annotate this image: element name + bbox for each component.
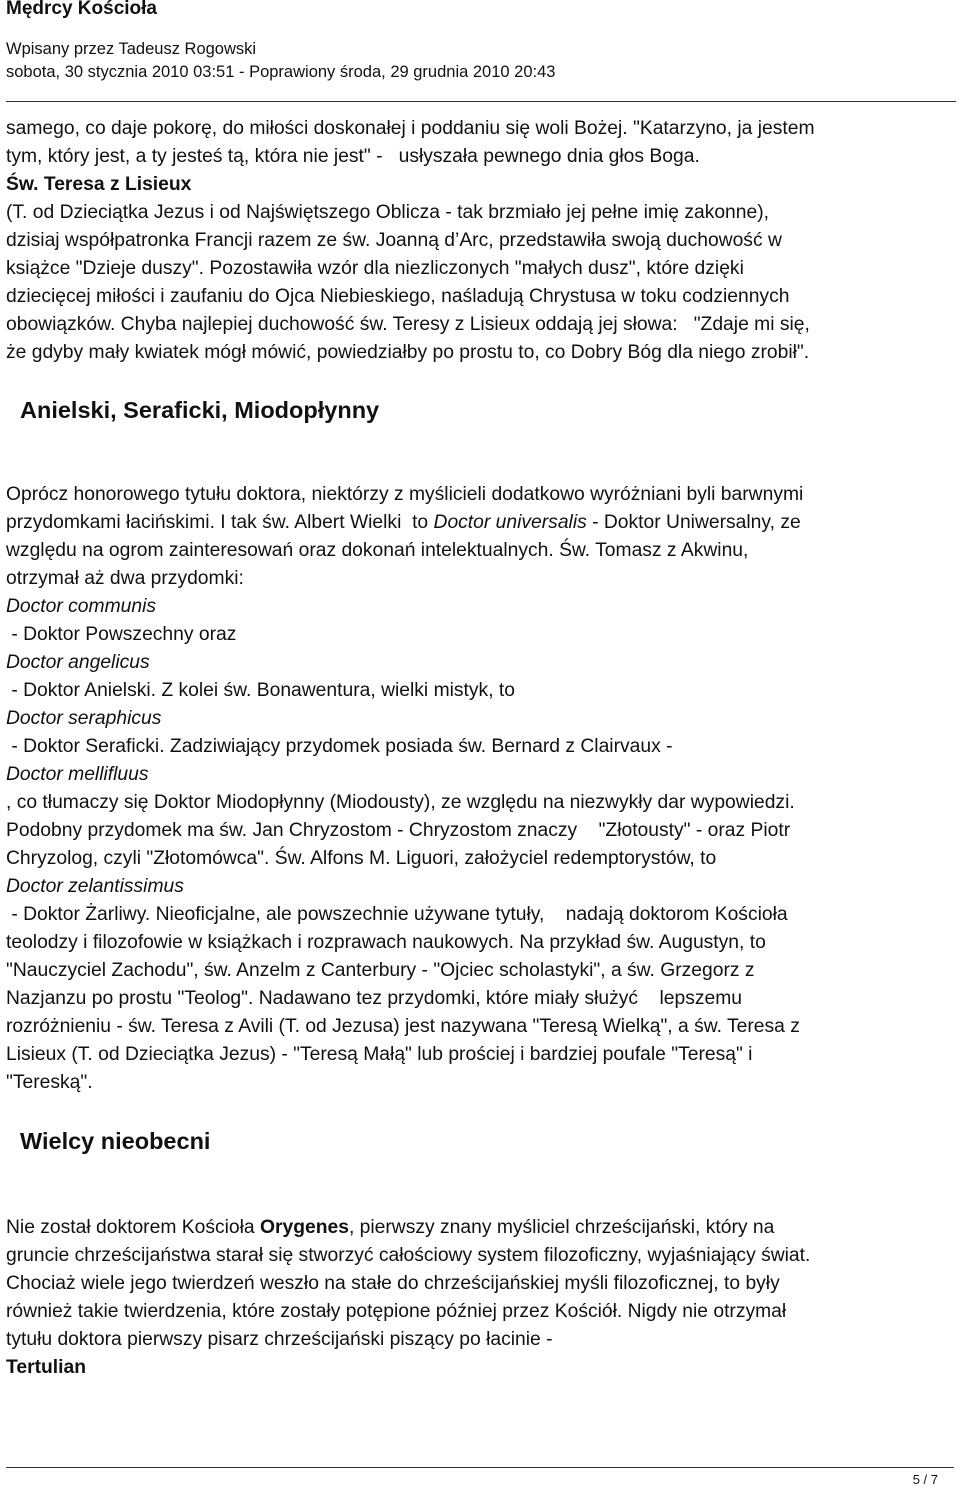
name-bold: Orygenes [259, 1217, 349, 1238]
section-heading: Wielcy nieobecni [20, 1128, 211, 1154]
latin-title: Doctor communis [6, 596, 157, 617]
text-line: - Doktor Anielski. Z kolei św. Bonawentura, wielki mistyk, to [6, 680, 515, 701]
text-run: , pierwszy znany myśliciel chrześcijański, który na [348, 1217, 775, 1238]
dates-line: sobota, 30 stycznia 2010 03:51 - Poprawiony środa, 29 grudnia 2010 20:43 [6, 63, 556, 81]
text-line: również takie twierdzenia, które zostały potępione później przez Kościół. Nigdy nie otrzymał [6, 1301, 787, 1322]
subheading-teresa: Św. Teresa z Lisieux [6, 174, 192, 195]
text-run: - Doktor Uniwersalny, ze [586, 512, 801, 533]
text-line: dziecięcej miłości i zaufaniu do Ojca Niebieskiego, naśladują Chrystusa w toku codziennych [6, 286, 790, 307]
text-line: , co tłumaczy się Doktor Miodopłynny (Miodousty), ze względu na niezwykły dar wypowiedzi. [6, 792, 795, 813]
section-heading: Anielski, Seraficki, Miodopłynny [20, 397, 380, 423]
latin-title: Doctor zelantissimus [6, 876, 184, 897]
text-line: Chryzolog, czyli "Złotomówca". Św. Alfons M. Liguori, założyciel redemptorystów, to [6, 848, 717, 869]
text-line: - Doktor Powszechny oraz [6, 624, 237, 645]
text-line: Lisieux (T. od Dzieciątka Jezus) - "Teresą Małą" lub prościej i bardziej poufale "Teresą" i [6, 1044, 753, 1065]
text-line: rozróżnieniu - św. Teresa z Avili (T. od Jezusa) jest nazywana "Teresą Wielką", a św. Teresa z [6, 1016, 800, 1037]
text-line: "Tereską". [6, 1072, 93, 1093]
latin-title: Doctor mellifluus [6, 764, 149, 785]
text-line: - Doktor Żarliwy. Nieoficjalne, ale powszechnie używane tytuły, nadają doktorom Kościoła [6, 904, 788, 925]
text-line: dzisiaj współpatronka Francji razem ze św. Joanną d’Arc, przedstawiła swoją duchowość w [6, 230, 782, 251]
text-run: Nie został doktorem Kościoła [6, 1217, 260, 1238]
text-line [6, 509, 956, 537]
page-number: 5 / 7 [912, 1472, 938, 1487]
text-line: tytułu doktora pierwszy pisarz chrześcijański piszący po łacinie - [6, 1329, 553, 1350]
text-line: Oprócz honorowego tytułu doktora, niektórzy z myślicieli dodatkowo wyróżniani byli barwnymi [6, 484, 804, 505]
text-line: (T. od Dzieciątka Jezus i od Najświętszego Oblicza - tak brzmiało jej pełne imię zakonne), [6, 202, 770, 223]
latin-title: Doctor angelicus [6, 652, 150, 673]
text-line: obowiązków. Chyba najlepiej duchowość św. Teresy z Lisieux oddają jej słowa: "Zdaje mi się, [6, 314, 810, 335]
latin-title: Doctor seraphicus [6, 708, 162, 729]
document-header [6, 0, 956, 84]
footer-divider [6, 1467, 954, 1468]
text-line: książce "Dzieje duszy". Pozostawiła wzór dla niezliczonych "małych dusz", które dzięki [6, 258, 744, 279]
text-line: teolodzy i filozofowie w książkach i rozprawach naukowych. Na przykład św. Augustyn, to [6, 932, 766, 953]
text-line: tym, który jest, a ty jesteś tą, która nie jest" - usłyszała pewnego dnia głos Boga. [6, 146, 700, 167]
text-run: przydomkami łacińskimi. I tak św. Albert Wielki to [6, 512, 434, 533]
text-line: że gdyby mały kwiatek mógł mówić, powiedziałby po prostu to, co Dobry Bóg dla niego zrobił". [6, 342, 810, 363]
text-line: gruncie chrześcijaństwa starał się stworzyć całościowy system filozoficzny, wyjaśniający świat. [6, 1245, 811, 1266]
text-line: względu na ogrom zainteresowań oraz dokonań intelektualnych. Św. Tomasz z Akwinu, [6, 540, 749, 561]
text-line [6, 1214, 956, 1242]
intro-paragraph [6, 115, 956, 367]
text-line: - Doktor Seraficki. Zadziwiający przydomek posiada św. Bernard z Clairvaux - [6, 736, 673, 757]
text-line: "Nauczyciel Zachodu", św. Anzelm z Canterbury - "Ojciec scholastyki", a św. Grzegorz z [6, 960, 755, 981]
text-line: Nazjanzu po prostu "Teolog". Nadawano tez przydomki, które miały służyć lepszemu [6, 988, 742, 1009]
header-divider [6, 101, 956, 102]
section-body [6, 481, 956, 1097]
text-line: Chociaż wiele jego twierdzeń weszło na stałe do chrześcijańskiej myśli filozoficznej, to były [6, 1273, 780, 1294]
site-title: Mędrcy Kościoła [6, 0, 157, 19]
text-line: samego, co daje pokorę, do miłości doskonałej i poddaniu się woli Bożej. "Katarzyno, ja jestem [6, 118, 815, 139]
latin-title: Doctor universalis [433, 512, 587, 533]
name-bold: Tertulian [6, 1357, 86, 1378]
section-body [6, 1214, 956, 1382]
author-line: Wpisany przez Tadeusz Rogowski [6, 40, 257, 58]
text-line: Podobny przydomek ma św. Jan Chryzostom - Chryzostom znaczy "Złotousty" - oraz Piotr [6, 820, 791, 841]
text-line: otrzymał aż dwa przydomki: [6, 568, 244, 589]
